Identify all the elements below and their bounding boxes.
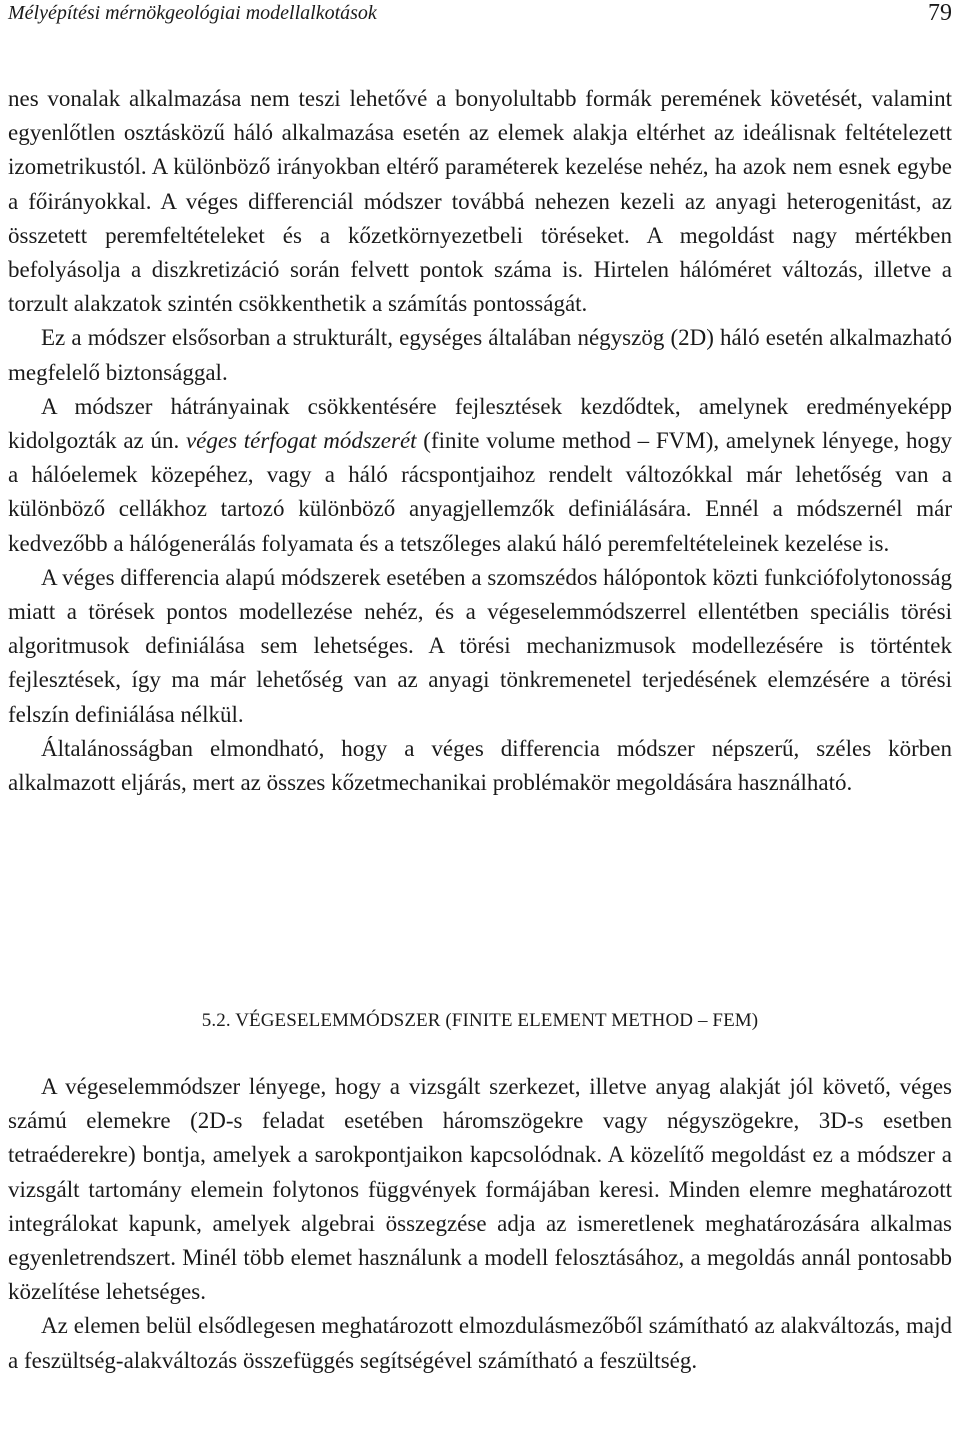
- body-text-section-1: [8, 82, 952, 800]
- paragraph: Az elemen belül elsődlegesen meghatározott elmozdulásmezőből számítható az alakváltozás, majd a feszültség-alakváltozás összefüggés segítségével számítható a feszültség.: [8, 1313, 952, 1373]
- paragraph-text: A módszer hátrányainak csökkentésére fejlesztések kezdődtek, amelynek eredményeképp kidolgozták az ún.: [8, 393, 952, 454]
- paragraph: A végeselemmódszer lényege, hogy a vizsgált szerkezet, illetve anyag alakját jól követő, véges számú elemekre (2D-s feladat esetében háromszögekre vagy négyszögekre, 3D-s esetben tetraéderekre) bontja, amelyek a sarokpontjaikon kapcsolódnak. A közelítő megoldást ez a módszer a vizsgált tartomány elemein folytonos függvények formájában keresi. Minden elemre meghatározott integrálokat kapunk, amelyek algebrai összegzése adja az ismeretlenek meghatározására alkalmas egyenletrendszert. Minél több elemet használunk a modell felosztásához, a megoldás annál pontosabb közelítése lehetséges.: [8, 1074, 952, 1305]
- running-title: Mélyépítési mérnökgeológiai modellalkotások: [8, 2, 377, 24]
- paragraph: A véges differencia alapú módszerek esetében a szomszédos hálópontok közti funkciófolytonosság miatt a törések pontos modellezése nehéz, és a végeselemmódszerrel ellentétben speciális törési algoritmusok definiálása sem lehetséges. A törési mechanizmusok modellezésére is történtek fejlesztések, így ma már lehetőség van az anyagi tönkremenetel terjedésének elemzésére a törési felszín definiálása nélkül.: [8, 564, 952, 727]
- paragraph: Általánosságban elmondható, hogy a véges differencia módszer népszerű, széles körben alkalmazott eljárás, mert az összes kőzetmechanikai problémakör megoldására használható.: [8, 735, 952, 796]
- paragraph: Ez a módszer elsősorban a strukturált, egységes általában négyszög (2D) háló esetén alkalmazható megfelelő biztonsággal.: [8, 325, 952, 385]
- paragraph-text: (finite volume method – FVM), amelynek lényege, hogy a hálóelemek közepéhez, vagy a háló rácspontjaihoz rendelt változókkal már lehetőség van a különböző cellákhoz tartozó különböző anyagjellemzők definiálására. Ennél a módszernél már kedvezőbb a hálógenerálás folyamata és a tetszőleges alakú háló peremfeltételeinek kezelése is.: [8, 428, 952, 556]
- body-text-section-2: [8, 1070, 952, 1378]
- emphasized-term: véges térfogat módszerét: [185, 428, 417, 454]
- paragraph: nes vonalak alkalmazása nem teszi lehetővé a bonyolultabb formák peremének követését, valamint egyenlőtlen osztásközű háló alkalmazása esetén az elemek alakja eltérhet az ideálisnak feltételezett izometrikustól. A különböző irányokban eltérő paraméterek kezelése nehéz, ha azok nem esnek egybe a főirányokkal. A véges differenciál módszer továbbá nehezen kezeli az anyagi heterogenitást, az összetett peremfeltételeket és a kőzetkörnyezetbeli töréseket. A megoldást nagy mértékben befolyásolja a diszkretizáció során felvett pontok száma is. Hirtelen hálóméret változás, illetve a torzult alakzatok szintén csökkenthetik a számítás pontosságát.: [8, 86, 952, 317]
- section-heading: 5.2. VÉGESELEMMÓDSZER (FINITE ELEMENT METHOD – FEM): [201, 1010, 759, 1031]
- paragraph: [8, 390, 952, 561]
- page-number: 79: [928, 0, 952, 26]
- running-header: [8, 0, 952, 36]
